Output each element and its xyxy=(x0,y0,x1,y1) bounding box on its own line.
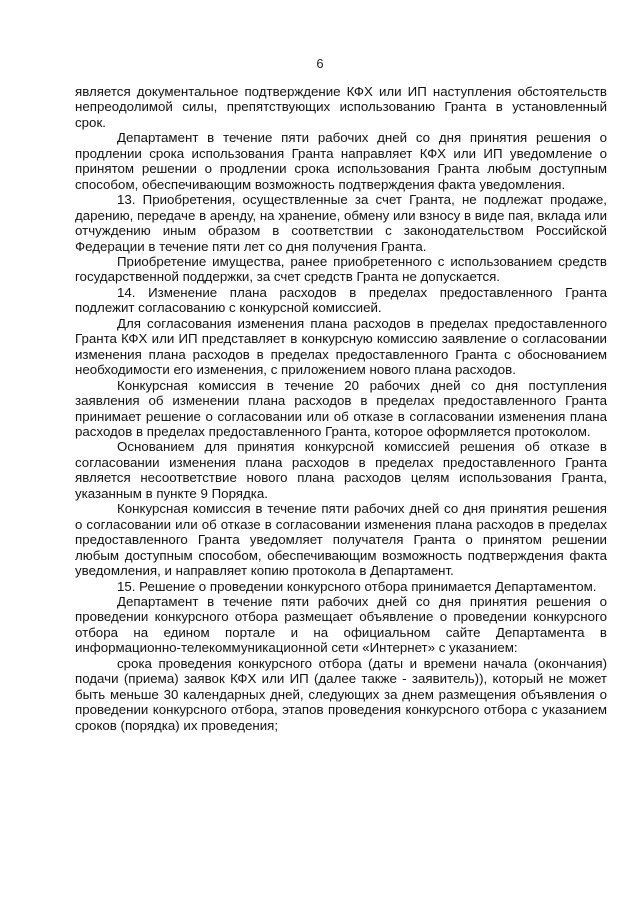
paragraph-property-restriction: Приобретение имущества, ранее приобретенного с использованием средств государственной поддержки, за счет средств Гранта не допускается. xyxy=(75,253,607,285)
paragraph-continuation: является документальное подтверждение КФХ или ИП наступления обстоятельств непреодолимой силы, препятствующих использованию Гранта в установленный срок. xyxy=(75,84,607,130)
paragraph-commission-notice: Конкурсная комиссия в течение пяти рабочих дней со дня принятия решения о согласовании или об отказе в согласовании изменения плана расходов в пределах предоставленного Гранта уведомляет получателя Гранта о принятом решении любым доступным способом, обеспечивающим возможность подтверждения факта уведомления, и направляет копию протокола в Департамент. xyxy=(75,501,607,579)
page-number: 6 xyxy=(316,56,324,71)
paragraph-selection-period: срока проведения конкурсного отбора (даты и времени начала (окончания) подачи (приема) заявок КФХ или ИП (далее также - заявитель)), который не может быть меньше 30 календарных дней, следующих за днем размещения объявления о проведении конкурсного отбора, этапов проведения конкурсного отбора с указанием сроков (порядка) их проведения; xyxy=(75,655,607,733)
paragraph-grant-extension-notice: Департамент в течение пяти рабочих дней со дня принятия решения о продлении срока использования Гранта направляет КФХ или ИП уведомление о принятом решении о продлении срока использования Гранта любым доступным способом, обеспечивающим возможность подтверждения факта уведомления. xyxy=(75,130,607,192)
paragraph-item-14: 14. Изменение плана расходов в пределах предоставленного Гранта подлежит согласованию с конкурсной комиссией. xyxy=(75,284,607,316)
paragraph-announcement: Департамент в течение пяти рабочих дней со дня принятия решения о проведении конкурсного отбора размещает объявление о проведении конкурсного отбора на едином портале и на официальном сайте Департамента в информационно-телекоммуникационной сети «Интернет» с указанием: xyxy=(75,593,607,656)
paragraph-item-13: 13. Приобретения, осуществленные за счет Гранта, не подлежат продаже, дарению, передаче в аренду, на хранение, обмену или взносу в виде пая, вклада или отчуждению иным образом в соответствии с законодательством Российской Федерации в течение пяти лет со дня получения Гранта. xyxy=(75,192,607,254)
paragraph-change-request: Для согласования изменения плана расходов в пределах предоставленного Гранта КФХ или ИП представляет в конкурсную комиссию заявление о согласовании изменения плана расходов в пределах предоставленного Гранта с обоснованием необходимости его изменения, с приложением нового плана расходов. xyxy=(75,315,607,378)
paragraph-item-15: 15. Решение о проведении конкурсного отбора принимается Департаментом. xyxy=(117,578,597,594)
paragraph-commission-decision: Конкурсная комиссия в течение 20 рабочих дней со дня поступления заявления об изменении плана расходов в пределах предоставленного Гранта принимает решение о согласовании или об отказе в согласовании изменения плана расходов в пределах предоставленного Гранта, которое оформляется протоколом. xyxy=(75,377,607,439)
paragraph-refusal-grounds: Основанием для принятия конкурсной комиссией решения об отказе в согласовании изменения плана расходов в пределах предоставленного Гранта является несоответствие нового плана расходов целям использования Гранта, указанным в пункте 9 Порядка. xyxy=(75,439,607,501)
document-body xyxy=(75,84,607,733)
